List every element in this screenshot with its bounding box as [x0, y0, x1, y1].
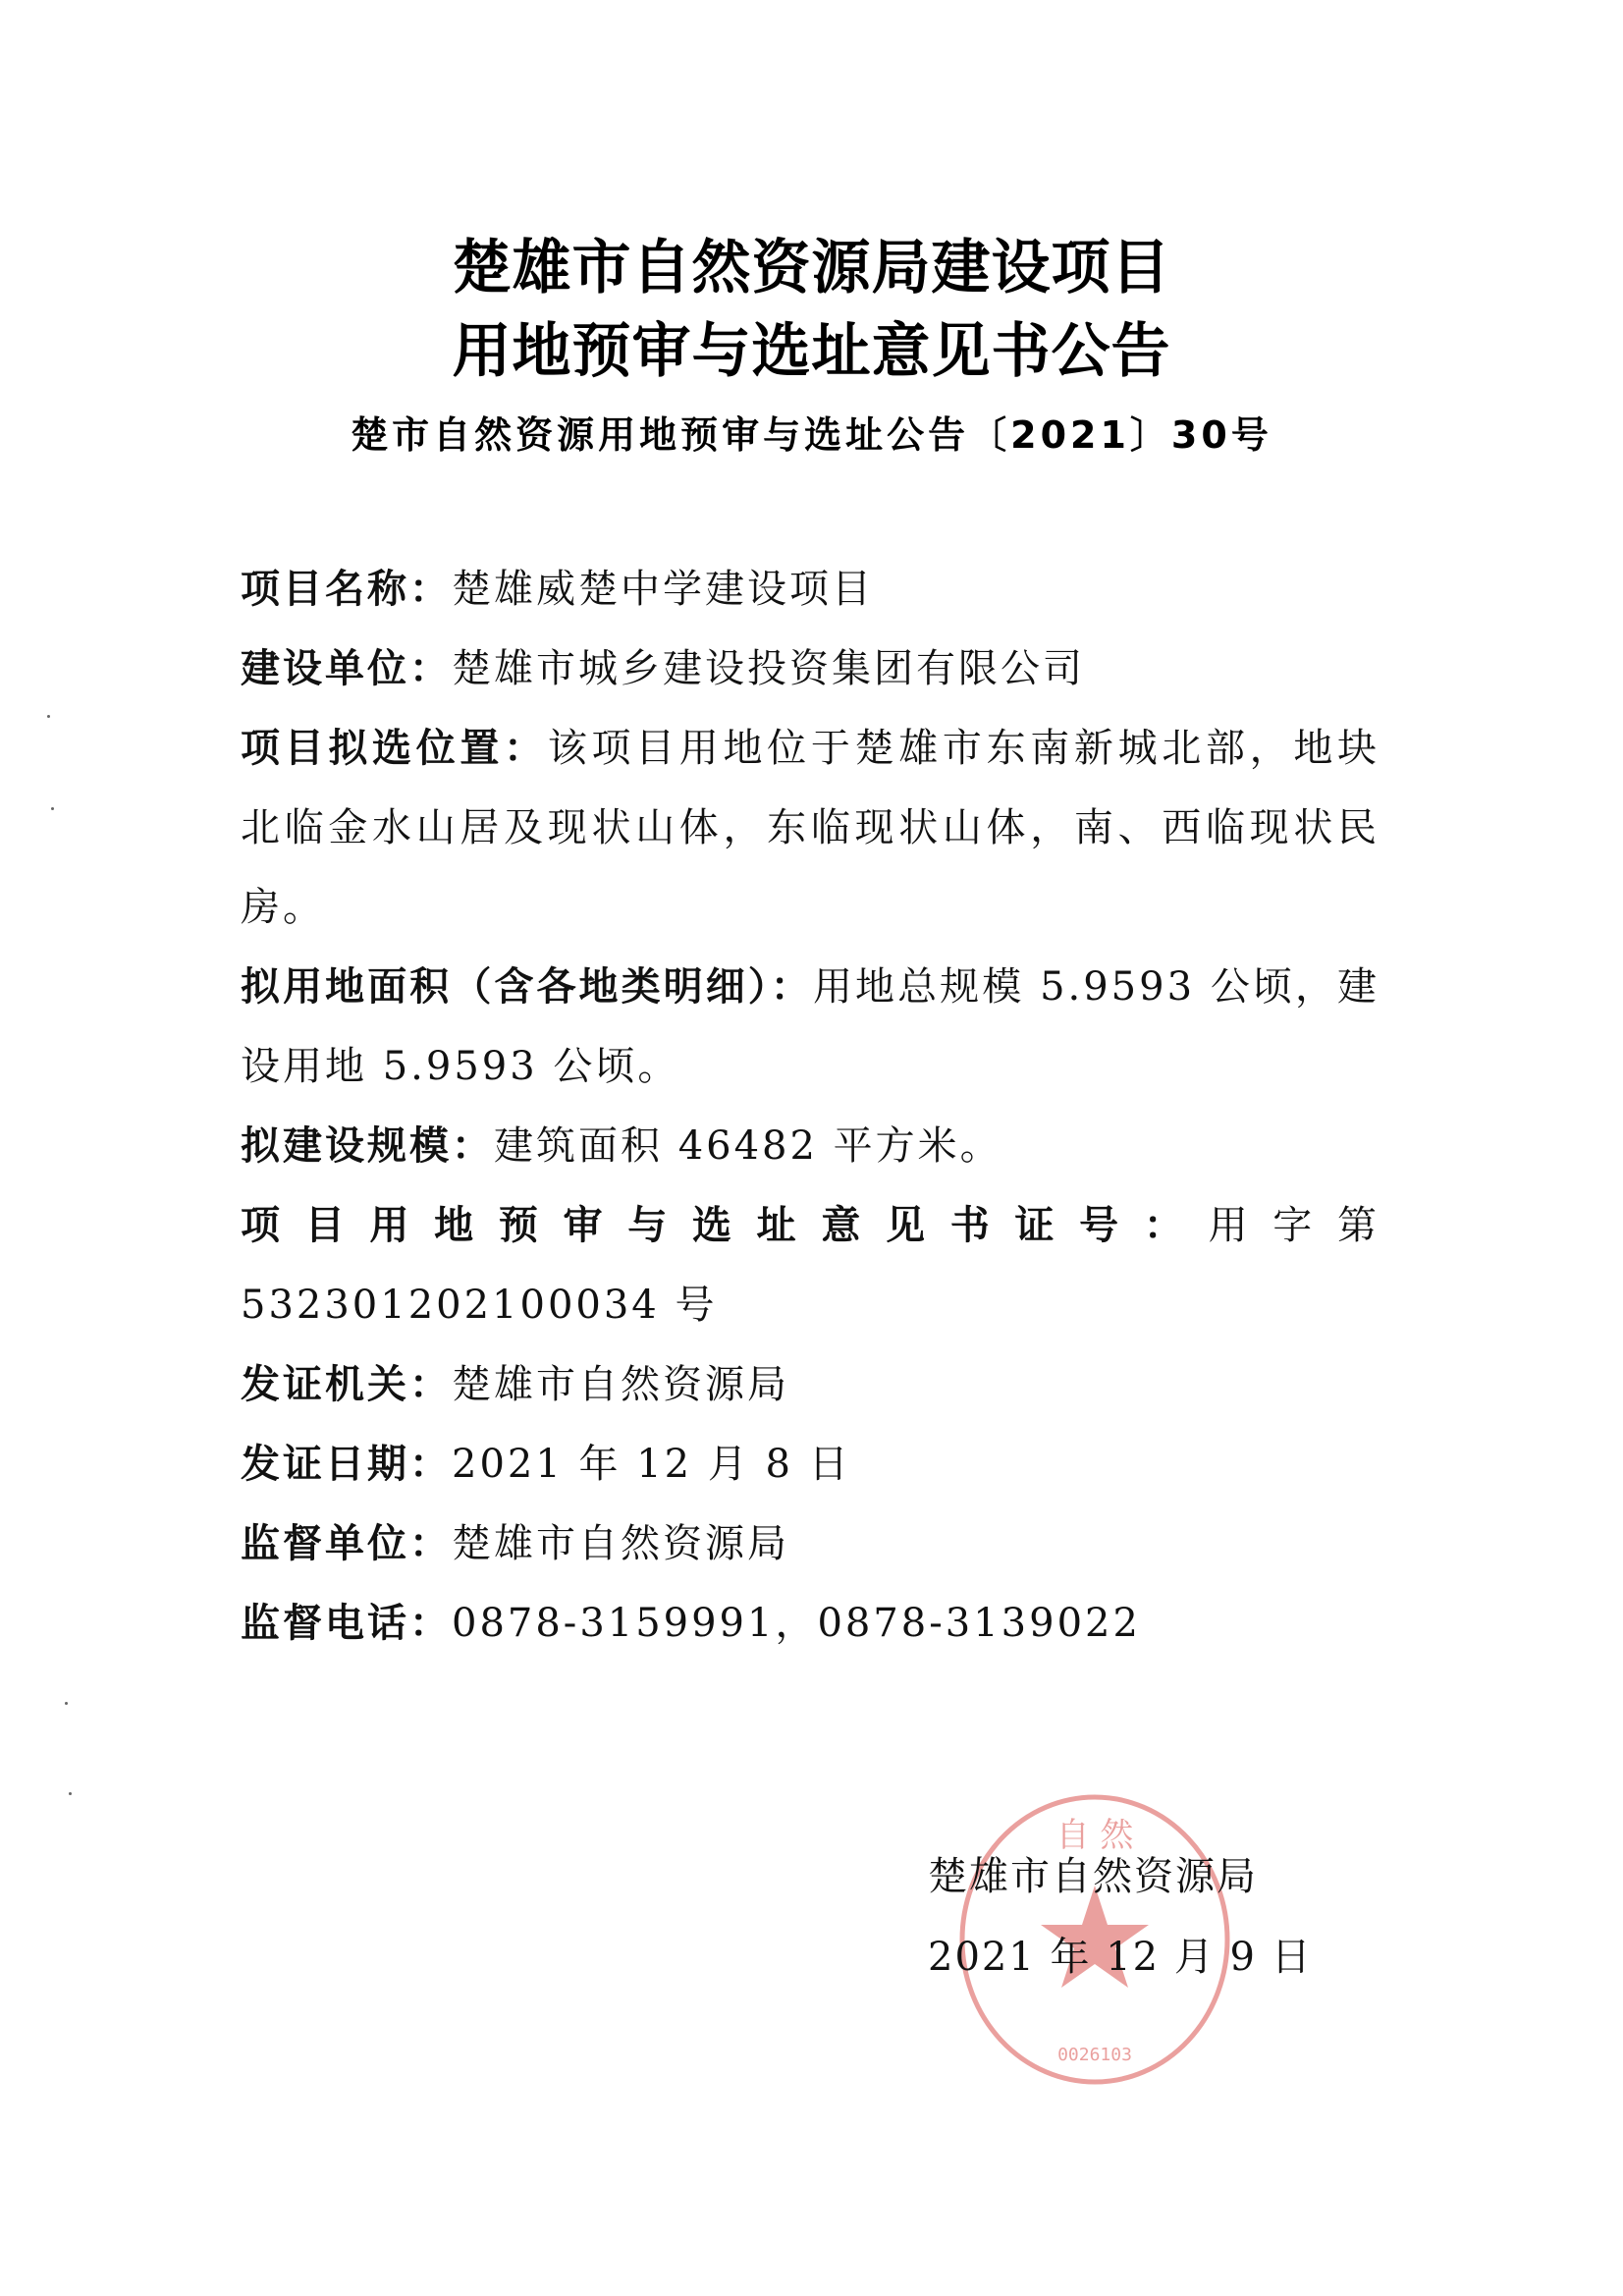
scan-speck	[69, 1792, 72, 1795]
field-supervision-phone	[241, 1584, 1380, 1664]
field-label: 建设单位：	[241, 646, 452, 691]
scan-speck	[65, 1702, 68, 1705]
signature-block	[928, 1836, 1321, 1997]
field-supervising-unit	[241, 1504, 1380, 1584]
scan-speck	[51, 807, 54, 810]
field-project-name	[241, 550, 1380, 629]
field-label: 监督单位：	[241, 1521, 452, 1566]
field-construction-unit	[241, 629, 1380, 709]
field-label: 发证日期：	[241, 1442, 452, 1487]
field-label: 拟建设规模：	[241, 1123, 494, 1169]
field-label: 监督电话：	[241, 1601, 452, 1646]
field-proposed-location	[241, 709, 1380, 948]
scan-speck	[47, 715, 50, 718]
field-value: 该项目用地位于楚雄市东南新城北部，地块北临金水山居及现状山体，东临现状山体，南、西临现状民房。	[241, 726, 1380, 930]
seal-top-text: 自 然	[1055, 1816, 1134, 1855]
signature-date: 2021 年 12 月 9 日	[928, 1935, 1313, 1980]
field-value: 楚雄市自然资源局	[452, 1362, 789, 1407]
document-title-line-1: 楚雄市自然资源局建设项目	[452, 234, 1171, 302]
signature-org: 楚雄市自然资源局	[928, 1854, 1258, 1899]
document-title-line-2: 用地预审与选址意见书公告	[452, 317, 1171, 386]
field-value: 建筑面积 46482 平方米。	[494, 1123, 1002, 1169]
field-label: 项目名称：	[241, 567, 452, 612]
field-label: 项目拟选位置：	[241, 726, 548, 771]
field-issue-date	[241, 1425, 1380, 1504]
document-number: 楚市自然资源用地预审与选址公告〔2021〕30号	[351, 413, 1272, 457]
field-value: 0878-3159991，0878-3139022	[452, 1601, 1141, 1646]
announcement-body	[241, 550, 1380, 1664]
field-value: 2021 年 12 月 8 日	[452, 1442, 851, 1487]
seal-serial: 0026103	[1057, 2045, 1132, 2065]
field-value: 用字第 532301202100034 号	[241, 1203, 1380, 1328]
field-label: 拟用地面积（含各地类明细）：	[241, 964, 813, 1010]
field-certificate-number	[241, 1186, 1380, 1345]
field-land-area	[241, 948, 1380, 1107]
field-label: 发证机关：	[241, 1362, 452, 1407]
field-value: 用地总规模 5.9593 公顷，建设用地 5.9593 公顷。	[241, 964, 1380, 1089]
field-value: 楚雄市城乡建设投资集团有限公司	[452, 646, 1085, 691]
field-value: 楚雄威楚中学建设项目	[452, 567, 874, 612]
field-construction-scale	[241, 1107, 1380, 1186]
field-label: 项目用地预审与选址意见书证号：	[241, 1203, 1209, 1248]
field-value: 楚雄市自然资源局	[452, 1521, 789, 1566]
field-issuing-authority	[241, 1345, 1380, 1425]
